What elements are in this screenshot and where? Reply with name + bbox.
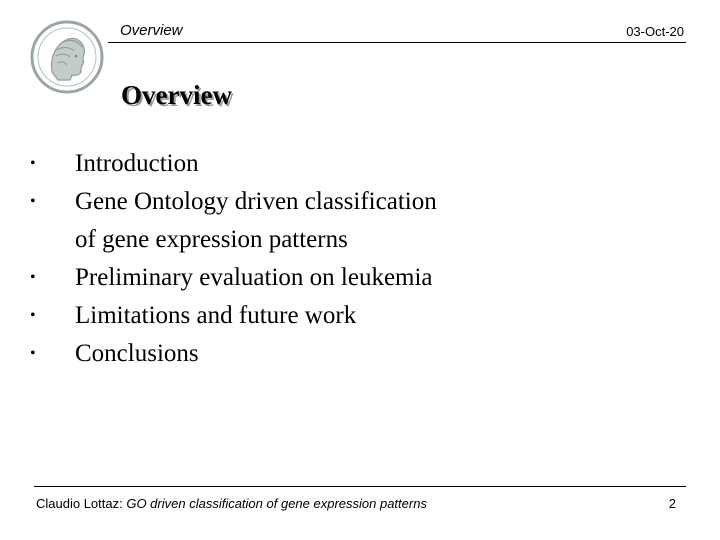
footer-citation — [36, 496, 427, 511]
footer-author: Claudio Lottaz: — [36, 496, 127, 511]
bullet-item — [30, 335, 550, 373]
bullet-icon: • — [30, 155, 36, 172]
bullet-icon: • — [30, 345, 36, 362]
header-date: 03-Oct-20 — [626, 24, 684, 39]
bullet-text-continuation: of gene expression patterns — [75, 226, 348, 253]
bullet-text: Conclusions — [75, 340, 199, 367]
bullet-item — [30, 183, 550, 259]
bullet-item — [30, 145, 550, 183]
bullet-text: Gene Ontology driven classification — [75, 188, 437, 215]
header-divider — [108, 42, 686, 43]
bullet-text: Preliminary evaluation on leukemia — [75, 264, 433, 291]
bullet-text: Introduction — [75, 150, 199, 177]
bullet-list — [30, 145, 550, 373]
bullet-icon: • — [30, 307, 36, 324]
bullet-item — [30, 259, 550, 297]
footer-talk-title: GO driven classification of gene expression patterns — [126, 496, 427, 511]
slide-title: Overview — [121, 80, 232, 110]
footer-divider — [34, 486, 686, 487]
minerva-seal-icon — [30, 20, 104, 94]
bullet-icon: • — [30, 269, 36, 286]
page-number: 2 — [668, 496, 676, 511]
bullet-icon: • — [30, 193, 36, 210]
bullet-item — [30, 297, 550, 335]
header-title: Overview — [120, 22, 183, 39]
bullet-text: Limitations and future work — [75, 302, 357, 329]
